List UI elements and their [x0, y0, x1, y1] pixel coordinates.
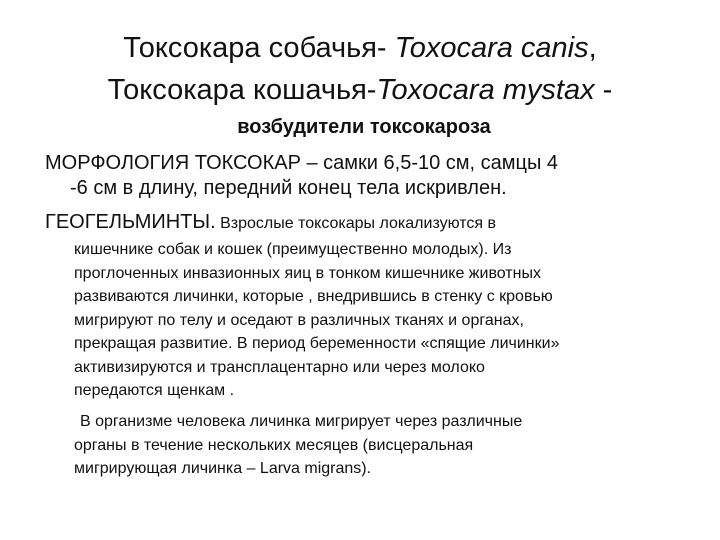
morphology-line-1: МОРФОЛОГИЯ ТОКСОКАР – самки 6,5-10 см, самцы 4 [45, 152, 559, 174]
human-line: мигрирующая личинка – Larva migrans). [74, 460, 372, 477]
geo-line: развиваются личинки, которые , внедрившись в стенку с кровью [74, 288, 553, 305]
title-line-1-suffix: , [588, 32, 597, 64]
title-line-2-latin: Toxocara mystax [376, 74, 595, 106]
morphology-line-2: -6 см в длину, передний конец тела искривлен. [70, 177, 507, 199]
human-line: органы в течение нескольких месяцев (висцеральная [74, 436, 474, 454]
geo-line: активизируются и трансплацентарно или через молоко [74, 358, 485, 376]
geo-line: проглоченных инвазионных яиц в тонком кишечнике животных [74, 264, 541, 282]
title-line-1-text: Токсокара собачья- [123, 32, 395, 64]
morphology-paragraph [45, 151, 705, 201]
human-infection-paragraph [74, 410, 694, 481]
geohelminth-body [74, 238, 704, 403]
title-line-1 [40, 28, 680, 68]
title-line-2-suffix: - [594, 74, 613, 106]
geohelminth-label: ГЕОГЕЛЬМИНТЫ. [45, 211, 216, 233]
geo-line: кишечнике собак и кошек (преимущественно молодых). Из [74, 241, 512, 258]
geohelminth-intro: Взрослые токсокары локализуются в [215, 215, 496, 232]
geo-line: прекращая развитие. В период беременности «спящие личинки» [74, 335, 560, 352]
human-line: В организме человека личинка мигрирует через различные [80, 413, 523, 430]
title-line-2-text: Токсокара кошачья- [107, 74, 377, 106]
geo-line: передаются щенкам . [74, 382, 235, 399]
geohelminth-heading [45, 210, 705, 236]
subtitle: возбудители токсокароза [237, 116, 491, 138]
geo-line: мигрируют по телу и оседают в различных тканях и органах, [74, 311, 524, 329]
title-line-1-latin: Toxocara canis [394, 32, 589, 64]
title-line-2 [40, 70, 680, 110]
